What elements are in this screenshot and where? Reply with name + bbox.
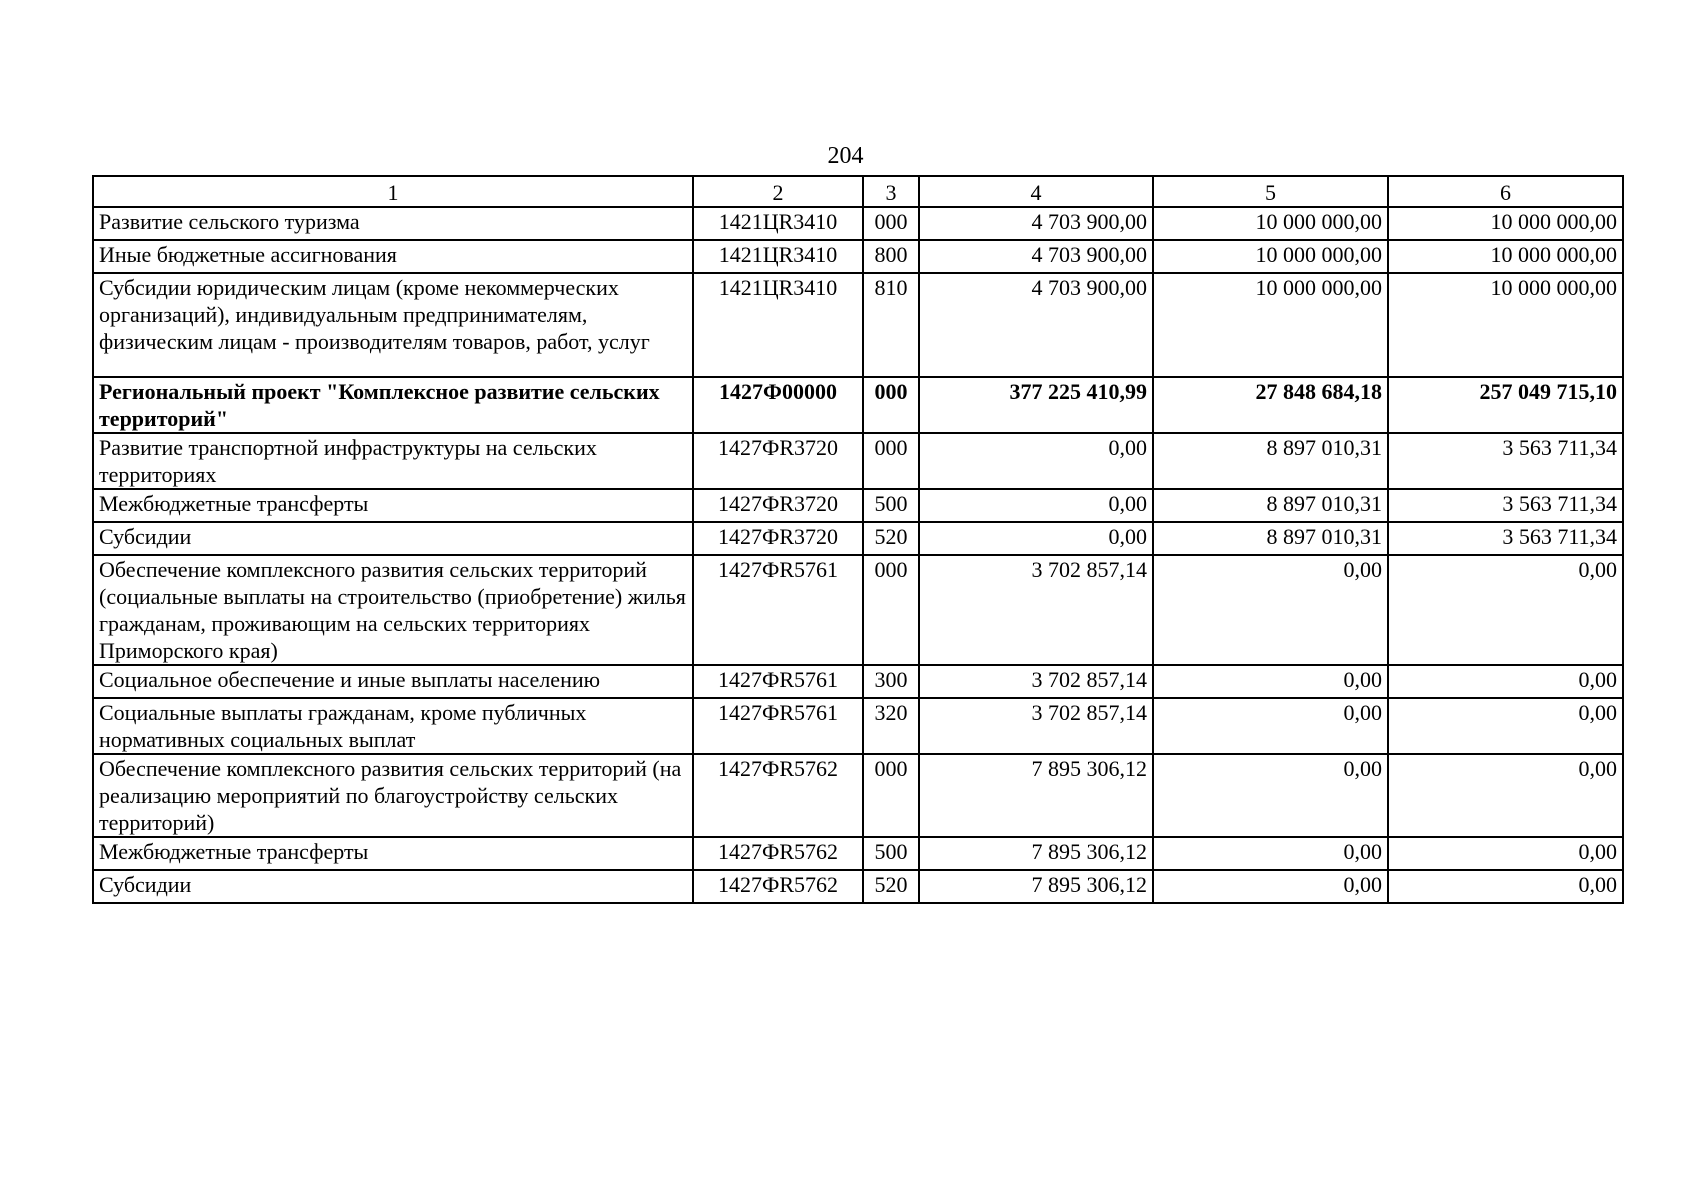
item-name-cell: Развитие сельского туризма (93, 207, 693, 240)
item-name-cell: Субсидии юридическим лицам (кроме некоммерческих организаций), индивидуальным предпринимателям, физическим лицам - производителям товаров, работ, услуг (93, 273, 693, 377)
expense-kind-cell: 300 (863, 665, 919, 698)
amount-col5-cell: 10 000 000,00 (1153, 240, 1388, 273)
table-row (93, 555, 1623, 665)
amount-col4-cell: 3 702 857,14 (919, 665, 1153, 698)
amount-col4-cell: 4 703 900,00 (919, 207, 1153, 240)
item-name-cell: Субсидии (93, 870, 693, 903)
amount-col4-cell: 4 703 900,00 (919, 240, 1153, 273)
amount-col4-cell: 4 703 900,00 (919, 273, 1153, 377)
header-cell: 2 (693, 176, 863, 207)
expense-kind-cell: 500 (863, 837, 919, 870)
amount-col6-cell: 3 563 711,34 (1388, 522, 1623, 555)
amount-col6-cell: 0,00 (1388, 754, 1623, 837)
amount-col5-cell: 0,00 (1153, 665, 1388, 698)
table-row (93, 207, 1623, 240)
target-code-cell: 1427ФR5762 (693, 754, 863, 837)
expense-kind-cell: 320 (863, 698, 919, 754)
target-code-cell: 1427ФR5761 (693, 665, 863, 698)
amount-col4-cell: 0,00 (919, 522, 1153, 555)
amount-col4-cell: 0,00 (919, 489, 1153, 522)
target-code-cell: 1427ФR5762 (693, 870, 863, 903)
amount-col5-cell: 0,00 (1153, 555, 1388, 665)
table-row (93, 240, 1623, 273)
amount-col6-cell: 0,00 (1388, 837, 1623, 870)
item-name-cell: Иные бюджетные ассигнования (93, 240, 693, 273)
amount-col4-cell: 3 702 857,14 (919, 555, 1153, 665)
item-name-cell: Региональный проект "Комплексное развитие сельских территорий" (93, 377, 693, 433)
amount-col5-cell: 10 000 000,00 (1153, 273, 1388, 377)
amount-col5-cell: 0,00 (1153, 870, 1388, 903)
header-cell: 4 (919, 176, 1153, 207)
item-name-cell: Социальное обеспечение и иные выплаты населению (93, 665, 693, 698)
expense-kind-cell: 000 (863, 377, 919, 433)
target-code-cell: 1427ФR3720 (693, 433, 863, 489)
amount-col6-cell: 10 000 000,00 (1388, 240, 1623, 273)
amount-col5-cell: 8 897 010,31 (1153, 433, 1388, 489)
table-row (93, 698, 1623, 754)
header-cell: 6 (1388, 176, 1623, 207)
table-row (93, 837, 1623, 870)
amount-col6-cell: 3 563 711,34 (1388, 489, 1623, 522)
item-name-cell: Субсидии (93, 522, 693, 555)
item-name-cell: Социальные выплаты гражданам, кроме публичных нормативных социальных выплат (93, 698, 693, 754)
table-row (93, 273, 1623, 377)
item-name-cell: Развитие транспортной инфраструктуры на сельских территориях (93, 433, 693, 489)
expense-kind-cell: 000 (863, 555, 919, 665)
expense-kind-cell: 520 (863, 870, 919, 903)
header-cell: 1 (93, 176, 693, 207)
table-row (93, 377, 1623, 433)
expense-kind-cell: 800 (863, 240, 919, 273)
expense-kind-cell: 000 (863, 754, 919, 837)
target-code-cell: 1427ФR3720 (693, 522, 863, 555)
amount-col5-cell: 27 848 684,18 (1153, 377, 1388, 433)
amount-col6-cell: 0,00 (1388, 665, 1623, 698)
item-name-cell: Межбюджетные трансферты (93, 837, 693, 870)
page-number: 204 (827, 143, 864, 169)
amount-col5-cell: 0,00 (1153, 754, 1388, 837)
amount-col4-cell: 3 702 857,14 (919, 698, 1153, 754)
amount-col4-cell: 7 895 306,12 (919, 754, 1153, 837)
amount-col5-cell: 8 897 010,31 (1153, 522, 1388, 555)
table-row (93, 433, 1623, 489)
header-cell: 5 (1153, 176, 1388, 207)
expense-kind-cell: 500 (863, 489, 919, 522)
expense-kind-cell: 520 (863, 522, 919, 555)
amount-col5-cell: 0,00 (1153, 698, 1388, 754)
budget-table (92, 175, 1624, 904)
amount-col6-cell: 0,00 (1388, 698, 1623, 754)
table-row (93, 489, 1623, 522)
amount-col6-cell: 0,00 (1388, 870, 1623, 903)
amount-col4-cell: 7 895 306,12 (919, 870, 1153, 903)
amount-col4-cell: 7 895 306,12 (919, 837, 1153, 870)
item-name-cell: Межбюджетные трансферты (93, 489, 693, 522)
item-name-cell: Обеспечение комплексного развития сельских территорий (на реализацию мероприятий по благоустройству сельских территорий) (93, 754, 693, 837)
amount-col6-cell: 3 563 711,34 (1388, 433, 1623, 489)
table-row (93, 522, 1623, 555)
amount-col5-cell: 0,00 (1153, 837, 1388, 870)
target-code-cell: 1427ФR5761 (693, 698, 863, 754)
amount-col5-cell: 10 000 000,00 (1153, 207, 1388, 240)
table-body (93, 207, 1623, 903)
amount-col6-cell: 257 049 715,10 (1388, 377, 1623, 433)
expense-kind-cell: 810 (863, 273, 919, 377)
target-code-cell: 1427ФR5762 (693, 837, 863, 870)
target-code-cell: 1421ЦR3410 (693, 207, 863, 240)
target-code-cell: 1427ФR5761 (693, 555, 863, 665)
target-code-cell: 1421ЦR3410 (693, 273, 863, 377)
header-cell: 3 (863, 176, 919, 207)
amount-col6-cell: 10 000 000,00 (1388, 207, 1623, 240)
amount-col5-cell: 8 897 010,31 (1153, 489, 1388, 522)
table-row (93, 870, 1623, 903)
target-code-cell: 1421ЦR3410 (693, 240, 863, 273)
table-row (93, 754, 1623, 837)
table-row (93, 665, 1623, 698)
amount-col4-cell: 0,00 (919, 433, 1153, 489)
table-header-row (93, 176, 1623, 207)
target-code-cell: 1427Ф00000 (693, 377, 863, 433)
target-code-cell: 1427ФR3720 (693, 489, 863, 522)
amount-col4-cell: 377 225 410,99 (919, 377, 1153, 433)
item-name-cell: Обеспечение комплексного развития сельских территорий (социальные выплаты на строительство (приобретение) жилья гражданам, проживающим на сельских территориях Приморского края) (93, 555, 693, 665)
expense-kind-cell: 000 (863, 433, 919, 489)
amount-col6-cell: 0,00 (1388, 555, 1623, 665)
expense-kind-cell: 000 (863, 207, 919, 240)
amount-col6-cell: 10 000 000,00 (1388, 273, 1623, 377)
